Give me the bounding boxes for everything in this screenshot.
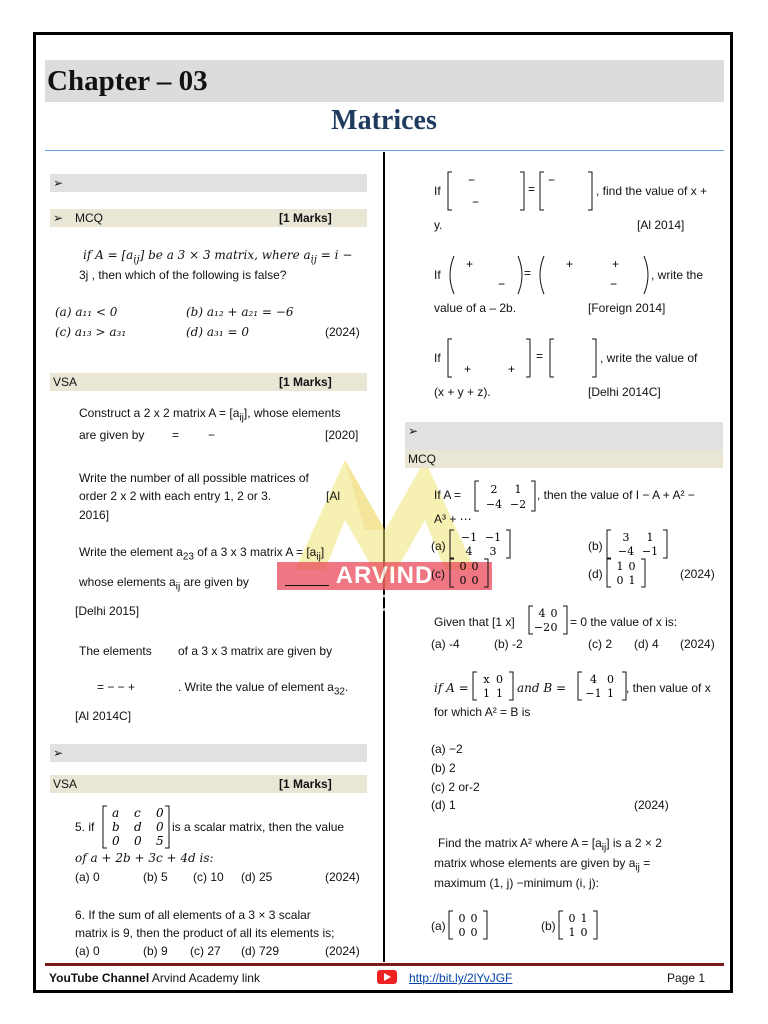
- matrix-entry: −1: [460, 531, 478, 544]
- year-tag: [Delhi 2014C]: [588, 385, 661, 399]
- matrix-entry: 0: [459, 574, 467, 587]
- matrix-entry: 0: [607, 673, 614, 686]
- fraction-blank: [285, 575, 329, 589]
- matrix-option-b: [606, 529, 668, 559]
- question-text: of a 3 x 3 matrix are given by: [178, 644, 333, 658]
- year-tag: [2020]: [325, 428, 359, 442]
- option-d: (d) 729: [241, 944, 280, 958]
- option-a: (a) -4: [431, 637, 460, 651]
- footer-link[interactable]: http://bit.ly/2lYvJGF: [409, 971, 513, 985]
- question-text: y.: [434, 218, 443, 232]
- option-c: (c): [431, 567, 445, 581]
- question-text: Find the matrix A² where $A = [a_{ij}]$ is a 2 × 2: [438, 836, 662, 854]
- matrix-entry: 1: [628, 574, 636, 587]
- matrix-equation-r1: [446, 170, 596, 212]
- section-marks: [1 Marks]: [279, 211, 332, 225]
- matrix-entry: 5: [156, 834, 164, 848]
- svg-text:+: +: [464, 362, 472, 376]
- matrix-entry: 2: [490, 483, 498, 496]
- matrix-entry: 1: [483, 687, 490, 700]
- svg-text:−: −: [498, 277, 506, 291]
- matrix-entry: 0: [496, 673, 503, 686]
- matrix-option-c: [449, 558, 489, 588]
- option-c: (c) 27: [190, 944, 221, 958]
- question-text: and B =: [517, 681, 567, 695]
- matrix-entry: −4: [485, 498, 503, 511]
- svg-text:−: −: [548, 173, 556, 187]
- matrix-A: [474, 480, 536, 512]
- question-text: If: [434, 184, 441, 198]
- matrix-entry: 0: [156, 806, 164, 820]
- matrix-entry: −4: [617, 545, 635, 558]
- section-marks: [1 Marks]: [279, 375, 332, 389]
- equation-fragment: −: [208, 428, 216, 442]
- matrix-entry: 1: [607, 687, 614, 700]
- section-label: VSA: [53, 777, 78, 791]
- footer-rule: [45, 963, 724, 966]
- question-number: 5. if: [75, 820, 95, 834]
- matrix-entry: 0: [580, 926, 588, 939]
- question-text: 3j , then which of the following is false?: [79, 268, 287, 282]
- svg-text:−: −: [468, 173, 476, 187]
- question-text: if A =: [434, 681, 469, 695]
- section-label: VSA: [53, 375, 78, 389]
- section-bar: [50, 174, 367, 192]
- option-c: (c) a₁₃ > a₃₁: [55, 325, 127, 339]
- question-text: If: [434, 351, 441, 365]
- matrix-entry: 0: [616, 574, 624, 587]
- year-tag: (2024): [680, 567, 715, 581]
- question-text: whose elements $a_{ij}$ are given by: [79, 575, 249, 593]
- matrix-entry: 0: [156, 820, 164, 834]
- question-text: value of a – 2b.: [434, 301, 517, 315]
- question-text: , then the value of I − A + A² −: [537, 488, 695, 502]
- matrix-entry: 0: [458, 926, 466, 939]
- title-divider: [45, 150, 724, 151]
- svg-text:+: +: [466, 257, 474, 271]
- question-text: if $A = [a_{ij}]$ be a 3 × 3 matrix, where $a_{ij} = i$ −: [83, 248, 353, 266]
- matrix-entry: 0: [458, 912, 466, 925]
- svg-text:−: −: [610, 277, 618, 291]
- svg-text:+: +: [508, 362, 516, 376]
- question-text: Write the number of all possible matrices of: [79, 471, 309, 485]
- matrix-entry: d: [134, 820, 142, 834]
- option-b: (b) a₁₂ + a₂₁ = −6: [186, 305, 294, 319]
- matrix-entry: 4: [538, 607, 546, 620]
- question-text: maximum (1, j) −minimum (i, j):: [434, 876, 600, 890]
- youtube-icon[interactable]: [377, 970, 397, 984]
- question-text: are given by: [79, 428, 145, 442]
- equation-fragment: = − − +: [97, 680, 136, 694]
- question-text: The elements: [79, 644, 152, 658]
- option-b: (b) 9: [143, 944, 168, 958]
- matrix-B: [577, 671, 627, 701]
- question-text: matrix is 9, then the product of all its elements is;: [75, 926, 335, 940]
- matrix-entry: b: [112, 820, 120, 834]
- year-tag: (2024): [325, 325, 360, 339]
- equation-fragment: =: [172, 428, 180, 442]
- option-a: (a) 0: [75, 944, 100, 958]
- matrix-option-d: [606, 558, 646, 588]
- matrix-entry: 0: [134, 834, 142, 848]
- matrix-entry: 1: [580, 912, 588, 925]
- chapter-heading: Chapter – 03: [45, 60, 724, 102]
- matrix-entry: 3: [489, 545, 497, 558]
- watermark-text: ARVIND ACADEMY: [277, 562, 492, 590]
- matrix-entry: −1: [585, 687, 602, 700]
- matrix-equation-r2: [446, 254, 651, 296]
- question-text: matrix whose elements are given by $a_{ij}$ =: [434, 856, 651, 874]
- question-text: , find the value of x +: [596, 184, 708, 198]
- year-tag: (2024): [325, 870, 360, 884]
- matrix-entry: −1: [484, 531, 502, 544]
- matrix-entry: −1: [641, 545, 659, 558]
- question-text: for which A² = B is: [434, 705, 531, 719]
- matrix-equation-r3: [446, 337, 606, 379]
- arrow-bullet-icon: ➢: [53, 746, 64, 760]
- matrix-M: [528, 605, 568, 635]
- year-tag: 2016]: [79, 508, 110, 522]
- year-tag: (2024): [634, 798, 669, 812]
- question-text: If: [434, 268, 441, 282]
- arrow-bullet-icon: ➢: [53, 176, 64, 190]
- matrix-option-b: [558, 910, 598, 940]
- option-d: (d) 1: [431, 798, 456, 812]
- year-tag: [Al 2014]: [637, 218, 685, 232]
- option-d: (d) 4: [634, 637, 659, 651]
- year-tag: (2024): [680, 637, 715, 651]
- matrix-entry: 0: [459, 560, 467, 573]
- matrix-entry: 4: [465, 545, 473, 558]
- section-marks: [1 Marks]: [279, 777, 332, 791]
- section-label: MCQ: [75, 211, 103, 225]
- matrix-entry: a: [112, 806, 120, 820]
- matrix-option-a: [448, 910, 488, 940]
- matrix-entry: 1: [616, 560, 624, 573]
- svg-text:+: +: [612, 257, 620, 271]
- question-text: If A =: [434, 488, 462, 502]
- option-a: (a): [431, 539, 446, 553]
- matrix-entry: 0: [112, 834, 120, 848]
- svg-text:=: =: [528, 182, 536, 196]
- section-label: MCQ: [408, 452, 436, 466]
- year-tag: (2024): [325, 944, 360, 958]
- option-c: (c) 10: [193, 870, 224, 884]
- question-text: Write the element $a_{23}$ of a 3 x 3 matrix $A = [a_{ij}]$: [79, 545, 325, 563]
- year-tag: [Foreign 2014]: [588, 301, 666, 315]
- mcq-section-bar: [405, 450, 723, 468]
- matrix-entry: x: [483, 673, 490, 686]
- question-text: , write the: [651, 268, 704, 282]
- page-number: Page 1: [667, 971, 706, 985]
- year-tag: [Al 2014C]: [75, 709, 132, 723]
- matrix-entry: −2: [509, 498, 527, 511]
- matrix-entry: 1: [514, 483, 522, 496]
- option-b: (b) 5: [143, 870, 168, 884]
- matrix-entry: 1: [496, 687, 503, 700]
- year-tag: [Delhi 2015]: [75, 604, 140, 618]
- option-a: (a) −2: [431, 742, 463, 756]
- option-b: (b) 2: [431, 761, 456, 775]
- footer-channel: YouTube Channel Arvind Academy link: [49, 971, 260, 985]
- option-c: (c) 2 or-2: [431, 780, 480, 794]
- matrix-entry: 1: [568, 926, 576, 939]
- question-text: . Write the value of element $a_{32}$.: [178, 680, 349, 698]
- matrix-entry: 0: [471, 560, 479, 573]
- matrix-entry: 0: [550, 621, 558, 634]
- option-d: (d): [588, 567, 603, 581]
- page-title: Matrices: [331, 105, 437, 136]
- matrix-entry: 0: [471, 574, 479, 587]
- matrix-q5: [102, 804, 170, 850]
- option-b: (b) -2: [494, 637, 523, 651]
- option-a: (a) a₁₁ < 0: [55, 305, 118, 319]
- question-text: is a scalar matrix, then the value: [172, 820, 345, 834]
- arrow-bullet-icon: ➢: [53, 211, 64, 225]
- matrix-entry: c: [134, 806, 141, 820]
- matrix-entry: 0: [550, 607, 558, 620]
- section-bar: [405, 422, 723, 450]
- question-text: order 2 x 2 with each entry 1, 2 or 3.: [79, 489, 272, 503]
- matrix-entry: 0: [628, 560, 636, 573]
- question-text: 6. If the sum of all elements of a 3 × 3 scalar: [75, 908, 311, 922]
- matrix-entry: 0: [470, 926, 478, 939]
- year-tag: [Al: [326, 489, 341, 503]
- option-d: (d) a₃₁ = 0: [186, 325, 249, 339]
- arrow-bullet-icon: ➢: [408, 424, 419, 438]
- matrix-entry: 0: [470, 912, 478, 925]
- svg-text:=: =: [536, 349, 544, 363]
- svg-text:=: =: [524, 266, 532, 280]
- question-text: Construct a 2 x 2 matrix $A = [a_{ij}]$, whose elements: [79, 406, 341, 424]
- question-text: , then value of x: [626, 681, 711, 695]
- option-a: (a) 0: [75, 870, 100, 884]
- question-text: , write the value of: [600, 351, 698, 365]
- option-b: (b): [588, 539, 603, 553]
- matrix-option-a: [449, 529, 511, 559]
- question-text: A³ + ⋯: [434, 512, 472, 526]
- option-d: (d) 25: [241, 870, 273, 884]
- matrix-entry: 3: [622, 531, 630, 544]
- matrix-A: [472, 671, 514, 701]
- matrix-entry: 4: [590, 673, 597, 686]
- option-c: (c) 2: [588, 637, 612, 651]
- question-text: of a + 2b + 3c + 4d is:: [75, 851, 214, 865]
- option-a: (a): [431, 919, 446, 933]
- question-text: (x + y + z).: [434, 385, 491, 399]
- matrix-entry: −2: [533, 621, 551, 634]
- section-bar: [50, 744, 367, 762]
- option-b: (b): [541, 919, 556, 933]
- svg-text:+: +: [566, 257, 574, 271]
- question-text: = 0 the value of x is:: [570, 615, 678, 629]
- question-text: Given that [1 x]: [434, 615, 515, 629]
- svg-text:−: −: [472, 195, 480, 209]
- matrix-entry: 1: [646, 531, 654, 544]
- matrix-entry: 0: [568, 912, 576, 925]
